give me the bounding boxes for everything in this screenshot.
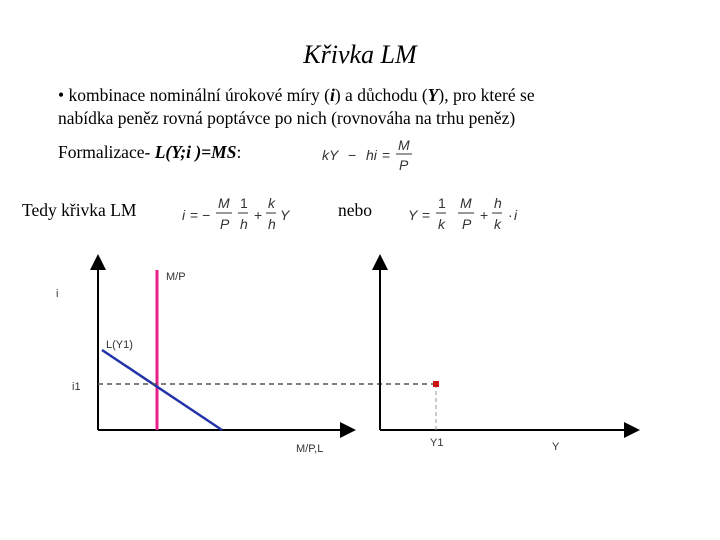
definition-part: • kombinace nominální úrokové míry (: [58, 85, 330, 105]
right-x-axis-label: Y: [552, 441, 560, 453]
svg-text:hi: hi: [366, 147, 377, 163]
svg-text:k: k: [268, 195, 275, 211]
svg-text:1: 1: [240, 195, 248, 211]
svg-text:=: =: [422, 207, 431, 223]
money-demand-label: L(Y1): [106, 339, 133, 351]
svg-text:+: +: [254, 207, 263, 223]
svg-text:Y: Y: [280, 207, 290, 223]
svg-text:k: k: [494, 216, 501, 232]
interest-level-label: i1: [72, 381, 81, 393]
money-supply-label: M/P: [166, 271, 186, 283]
equilibrium-point: [433, 381, 439, 387]
left-x-axis-label: M/P,L: [296, 443, 324, 455]
svg-text:h: h: [268, 216, 276, 232]
definition-var-i: i: [329, 85, 335, 105]
svg-text:M: M: [218, 195, 230, 211]
svg-text:−: −: [348, 147, 357, 163]
svg-text:+: +: [480, 207, 489, 223]
definition-part: ), pro které se: [438, 85, 535, 105]
svg-text:P: P: [220, 216, 230, 232]
formalization-suffix: :: [236, 142, 242, 162]
svg-text:·: ·: [508, 207, 513, 223]
page-title: Křivka LM: [303, 40, 417, 69]
svg-text:P: P: [462, 216, 472, 232]
definition-var-y: Y: [427, 85, 439, 105]
definition-line2: nabídka peněz rovná poptávce po nich (rovnováha na trhu peněz): [58, 108, 516, 128]
nebo-label: nebo: [338, 200, 373, 220]
income-level-label: Y1: [430, 437, 444, 449]
tedy-label: Tedy křivka LM: [22, 200, 137, 220]
svg-text:M: M: [460, 195, 472, 211]
svg-text:Y: Y: [408, 207, 418, 223]
svg-text:k: k: [438, 216, 445, 232]
svg-text:h: h: [240, 216, 248, 232]
svg-text:M: M: [398, 137, 410, 153]
money-demand-line: [102, 350, 222, 430]
left-y-axis-label: i: [56, 288, 59, 300]
formalization-expr: L(Y;i )=MS: [154, 142, 237, 162]
svg-text:=: =: [382, 147, 391, 163]
svg-text:1: 1: [438, 195, 446, 211]
svg-text:kY: kY: [322, 147, 339, 163]
definition-part: ) a důchodu (: [334, 85, 428, 105]
svg-text:i: i: [514, 207, 518, 223]
formalization-prefix: Formalizace-: [58, 142, 155, 162]
svg-text:h: h: [494, 195, 502, 211]
svg-text:= −: = −: [190, 207, 211, 223]
svg-text:P: P: [399, 157, 409, 173]
svg-text:i: i: [182, 207, 186, 223]
